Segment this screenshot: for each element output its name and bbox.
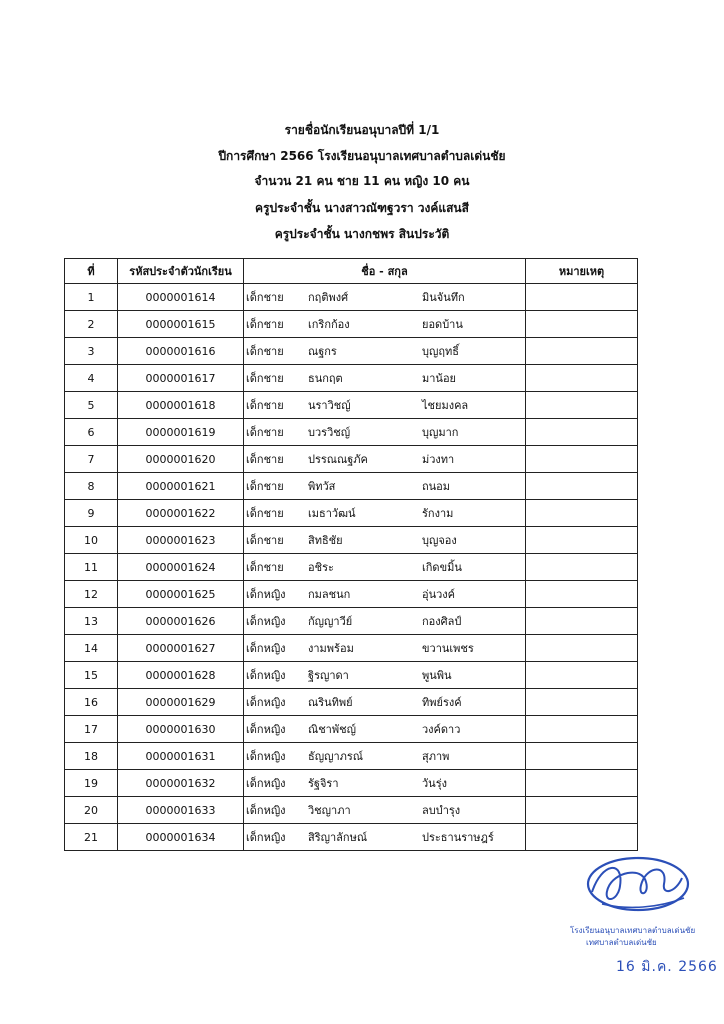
student-id: 0000001615 bbox=[118, 311, 244, 338]
student-id: 0000001630 bbox=[118, 716, 244, 743]
first-name: สิริญาลักษณ์ bbox=[308, 831, 368, 844]
name-title: เด็กชาย bbox=[246, 345, 284, 358]
table-row bbox=[65, 824, 638, 851]
row-number: 10 bbox=[65, 527, 118, 554]
remarks bbox=[526, 392, 638, 419]
remarks bbox=[526, 419, 638, 446]
last-name: ลบบำรุง bbox=[422, 804, 461, 817]
name-title: เด็กชาย bbox=[246, 534, 284, 547]
row-number: 11 bbox=[65, 554, 118, 581]
student-id: 0000001629 bbox=[118, 689, 244, 716]
name-title: เด็กหญิง bbox=[246, 669, 286, 682]
student-id: 0000001617 bbox=[118, 365, 244, 392]
table-row bbox=[65, 797, 638, 824]
student-count: จำนวน 21 คน ชาย 11 คน หญิง 10 คน bbox=[254, 174, 470, 188]
student-id: 0000001614 bbox=[118, 284, 244, 311]
row-number: 1 bbox=[65, 284, 118, 311]
table-row bbox=[65, 473, 638, 500]
name-title: เด็กชาย bbox=[246, 399, 284, 412]
first-name: อชิระ bbox=[308, 561, 334, 574]
remarks bbox=[526, 743, 638, 770]
last-name: บุญจอง bbox=[422, 534, 457, 547]
first-name: กมลชนก bbox=[308, 588, 351, 601]
last-name: มินจันทึก bbox=[422, 291, 465, 304]
first-name: วิชญาภา bbox=[308, 804, 351, 817]
last-name: มาน้อย bbox=[422, 372, 456, 385]
remarks bbox=[526, 770, 638, 797]
table-row bbox=[65, 446, 638, 473]
stamp-municipality: เทศบาลตำบลเด่นชัย bbox=[586, 938, 657, 947]
row-number: 12 bbox=[65, 581, 118, 608]
last-name: วันรุ่ง bbox=[422, 777, 447, 790]
student-id: 0000001626 bbox=[118, 608, 244, 635]
remarks bbox=[526, 554, 638, 581]
last-name: รักงาม bbox=[422, 507, 454, 520]
table-row bbox=[65, 392, 638, 419]
row-number: 18 bbox=[65, 743, 118, 770]
name-title: เด็กชาย bbox=[246, 453, 284, 466]
remarks bbox=[526, 716, 638, 743]
student-id: 0000001632 bbox=[118, 770, 244, 797]
student-id: 0000001618 bbox=[118, 392, 244, 419]
name-title: เด็กหญิง bbox=[246, 696, 286, 709]
last-name: ถนอม bbox=[422, 480, 451, 493]
first-name: พิทวัส bbox=[308, 480, 336, 493]
row-number: 14 bbox=[65, 635, 118, 662]
student-id: 0000001625 bbox=[118, 581, 244, 608]
last-name: วงค์ดาว bbox=[422, 723, 461, 736]
row-number: 21 bbox=[65, 824, 118, 851]
student-id: 0000001624 bbox=[118, 554, 244, 581]
name-title: เด็กหญิง bbox=[246, 642, 286, 655]
document-title: รายชื่อนักเรียนอนุบาลปีที่ 1/1 bbox=[284, 123, 440, 137]
student-name bbox=[244, 743, 526, 770]
student-name bbox=[244, 554, 526, 581]
homeroom-teacher-1: ครูประจำชั้น นางสาวณัฑฐวรา วงค์แสนสี bbox=[255, 201, 469, 215]
first-name: สิทธิชัย bbox=[308, 534, 343, 547]
student-name bbox=[244, 824, 526, 851]
name-title: เด็กชาย bbox=[246, 480, 284, 493]
first-name: ณรินทิพย์ bbox=[308, 696, 353, 709]
student-name bbox=[244, 689, 526, 716]
name-title: เด็กหญิง bbox=[246, 588, 286, 601]
student-name bbox=[244, 446, 526, 473]
table-row bbox=[65, 770, 638, 797]
first-name: นราวิชญ์ bbox=[308, 399, 351, 412]
header-full-name: ชื่อ - สกุล bbox=[244, 259, 526, 284]
student-id: 0000001627 bbox=[118, 635, 244, 662]
header-student-id: รหัสประจำตัวนักเรียน bbox=[118, 259, 244, 284]
name-title: เด็กหญิง bbox=[246, 723, 286, 736]
school-stamp bbox=[566, 852, 718, 975]
name-title: เด็กชาย bbox=[246, 426, 284, 439]
table-row bbox=[65, 284, 638, 311]
row-number: 4 bbox=[65, 365, 118, 392]
remarks bbox=[526, 500, 638, 527]
remarks bbox=[526, 473, 638, 500]
stamp-school-name: โรงเรียนอนุบาลเทศบาลตำบลเด่นชัย bbox=[570, 926, 696, 935]
remarks bbox=[526, 365, 638, 392]
stamp-date: 16 มิ.ค. 2566 bbox=[616, 959, 718, 975]
remarks bbox=[526, 824, 638, 851]
table-row bbox=[65, 689, 638, 716]
student-name bbox=[244, 608, 526, 635]
signature-seal-icon bbox=[572, 852, 696, 922]
row-number: 7 bbox=[65, 446, 118, 473]
student-name bbox=[244, 365, 526, 392]
student-name bbox=[244, 284, 526, 311]
header-remarks: หมายเหตุ bbox=[526, 259, 638, 284]
student-name bbox=[244, 662, 526, 689]
first-name: ธนกฤต bbox=[308, 372, 343, 385]
first-name: กัญญาวีย์ bbox=[308, 615, 353, 628]
student-name bbox=[244, 797, 526, 824]
row-number: 20 bbox=[65, 797, 118, 824]
student-id: 0000001631 bbox=[118, 743, 244, 770]
last-name: กองศิลป์ bbox=[422, 615, 462, 628]
table-row bbox=[65, 527, 638, 554]
remarks bbox=[526, 527, 638, 554]
table-row bbox=[65, 311, 638, 338]
remarks bbox=[526, 446, 638, 473]
first-name: บวรวิชญ์ bbox=[308, 426, 351, 439]
first-name: ณิชาพัชญ์ bbox=[308, 723, 356, 736]
student-id: 0000001628 bbox=[118, 662, 244, 689]
table-row bbox=[65, 554, 638, 581]
row-number: 16 bbox=[65, 689, 118, 716]
last-name: พูนพิน bbox=[422, 669, 452, 682]
table-row bbox=[65, 419, 638, 446]
row-number: 8 bbox=[65, 473, 118, 500]
row-number: 13 bbox=[65, 608, 118, 635]
first-name: เมธาวัฒน์ bbox=[308, 507, 356, 520]
name-title: เด็กหญิง bbox=[246, 615, 286, 628]
table-row bbox=[65, 716, 638, 743]
last-name: สุภาพ bbox=[422, 750, 450, 763]
remarks bbox=[526, 635, 638, 662]
student-name bbox=[244, 527, 526, 554]
name-title: เด็กหญิง bbox=[246, 831, 286, 844]
row-number: 3 bbox=[65, 338, 118, 365]
student-name bbox=[244, 500, 526, 527]
table-body bbox=[65, 284, 638, 851]
remarks bbox=[526, 608, 638, 635]
row-number: 6 bbox=[65, 419, 118, 446]
first-name: ปรรณณฐภัค bbox=[308, 453, 368, 466]
remarks bbox=[526, 311, 638, 338]
remarks bbox=[526, 662, 638, 689]
last-name: อุ่นวงค์ bbox=[422, 588, 456, 601]
homeroom-teacher-2: ครูประจำชั้น นางกชพร สินประวัติ bbox=[274, 227, 450, 241]
student-roster-table bbox=[64, 258, 638, 851]
last-name: ทิพย์รงค์ bbox=[422, 696, 462, 709]
last-name: ม่วงทา bbox=[422, 453, 455, 466]
first-name: รัฐจิรา bbox=[308, 777, 339, 790]
table-row bbox=[65, 608, 638, 635]
row-number: 17 bbox=[65, 716, 118, 743]
student-name bbox=[244, 635, 526, 662]
table-row bbox=[65, 743, 638, 770]
student-name bbox=[244, 770, 526, 797]
student-id: 0000001621 bbox=[118, 473, 244, 500]
last-name: ไชยมงคล bbox=[422, 399, 469, 412]
name-title: เด็กชาย bbox=[246, 318, 284, 331]
row-number: 9 bbox=[65, 500, 118, 527]
student-name bbox=[244, 392, 526, 419]
first-name: เกริกก้อง bbox=[308, 318, 350, 331]
table-row bbox=[65, 338, 638, 365]
remarks bbox=[526, 689, 638, 716]
first-name: ณฐกร bbox=[308, 345, 337, 358]
first-name: ธัญญาภรณ์ bbox=[308, 750, 363, 763]
student-name bbox=[244, 581, 526, 608]
table-header-row bbox=[65, 259, 638, 284]
student-name bbox=[244, 473, 526, 500]
academic-year-school: ปีการศึกษา 2566 โรงเรียนอนุบาลเทศบาลตำบลเด่นชัย bbox=[218, 149, 506, 163]
row-number: 15 bbox=[65, 662, 118, 689]
remarks bbox=[526, 581, 638, 608]
table-row bbox=[65, 500, 638, 527]
remarks bbox=[526, 338, 638, 365]
remarks bbox=[526, 284, 638, 311]
first-name: งามพร้อม bbox=[308, 642, 354, 655]
student-id: 0000001633 bbox=[118, 797, 244, 824]
name-title: เด็กชาย bbox=[246, 291, 284, 304]
table-row bbox=[65, 662, 638, 689]
table-row bbox=[65, 635, 638, 662]
last-name: เกิดขมิ้น bbox=[422, 561, 462, 574]
table-row bbox=[65, 365, 638, 392]
row-number: 2 bbox=[65, 311, 118, 338]
student-id: 0000001616 bbox=[118, 338, 244, 365]
table-row bbox=[65, 581, 638, 608]
first-name: ฐิรญาดา bbox=[308, 669, 349, 682]
last-name: บุญมาก bbox=[422, 426, 459, 439]
row-number: 19 bbox=[65, 770, 118, 797]
first-name: กฤติพงศ์ bbox=[308, 291, 349, 304]
row-number: 5 bbox=[65, 392, 118, 419]
student-id: 0000001622 bbox=[118, 500, 244, 527]
name-title: เด็กชาย bbox=[246, 561, 284, 574]
last-name: บุญฤทธิ์ bbox=[422, 345, 459, 358]
student-name bbox=[244, 419, 526, 446]
last-name: ประธานราษฎร์ bbox=[422, 831, 494, 844]
last-name: ยอดบ้าน bbox=[422, 318, 463, 331]
name-title: เด็กหญิง bbox=[246, 777, 286, 790]
last-name: ขวานเพชร bbox=[422, 642, 474, 655]
student-name bbox=[244, 338, 526, 365]
student-name bbox=[244, 716, 526, 743]
student-id: 0000001620 bbox=[118, 446, 244, 473]
student-name bbox=[244, 311, 526, 338]
student-id: 0000001623 bbox=[118, 527, 244, 554]
name-title: เด็กชาย bbox=[246, 372, 284, 385]
student-id: 0000001619 bbox=[118, 419, 244, 446]
name-title: เด็กชาย bbox=[246, 507, 284, 520]
student-id: 0000001634 bbox=[118, 824, 244, 851]
header-no: ที่ bbox=[65, 259, 118, 284]
remarks bbox=[526, 797, 638, 824]
name-title: เด็กหญิง bbox=[246, 804, 286, 817]
name-title: เด็กหญิง bbox=[246, 750, 286, 763]
